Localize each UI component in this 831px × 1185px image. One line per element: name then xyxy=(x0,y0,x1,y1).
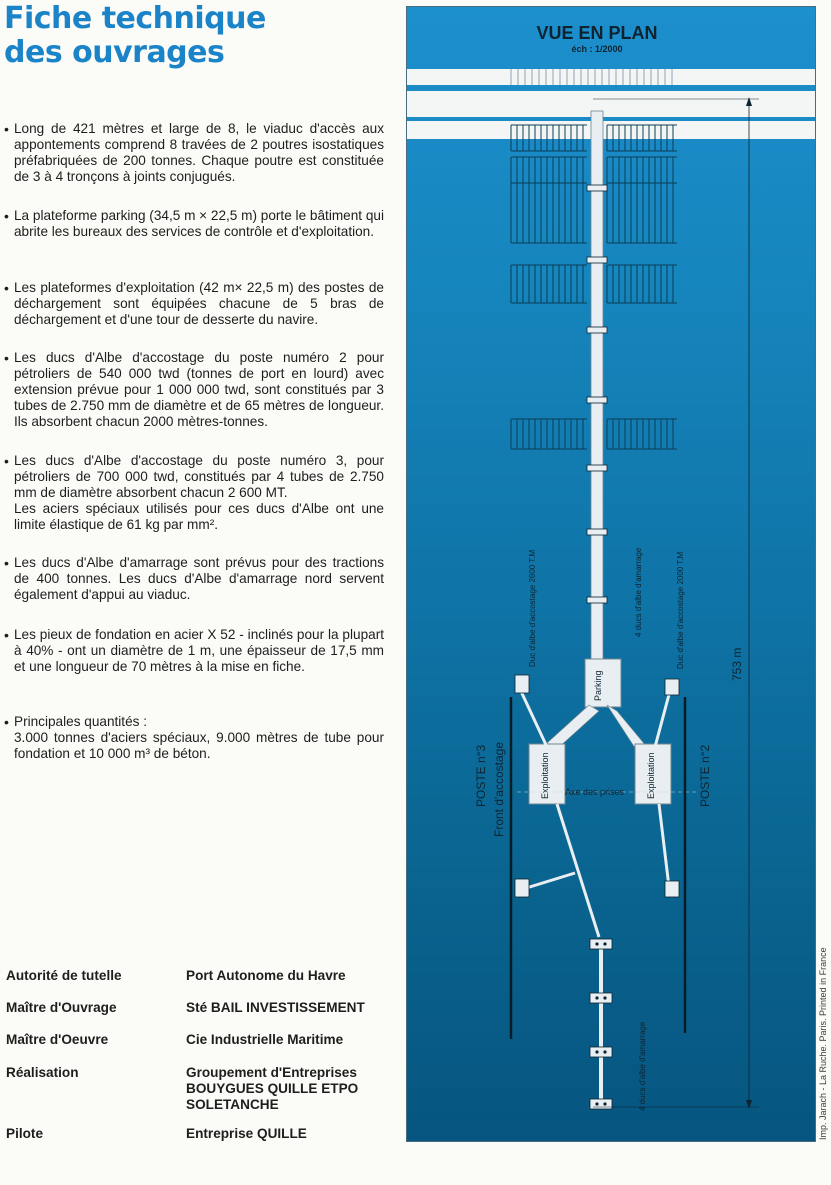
mooring-dolphin xyxy=(590,993,612,1003)
bullet-item-parking xyxy=(4,208,384,240)
bullet-item-ducs-poste3 xyxy=(4,453,384,533)
label-parking: Parking xyxy=(593,670,603,701)
branch-left xyxy=(547,705,599,749)
label-duc-accostage-2600: Duc d'albe d'accostage 2600 T.M xyxy=(528,549,537,667)
bullet-text: Les plateformes d'exploitation (42 m× 22,5 m) des postes de déchargement sont équipées chacune de 5 bras de déchargement et d'une tour de desserte du navire. xyxy=(14,280,384,327)
bollard-icon xyxy=(603,942,606,945)
plan-title: VUE EN PLAN xyxy=(536,23,658,43)
bollard-icon xyxy=(603,996,606,999)
shore-road-band xyxy=(407,69,815,85)
bullet-dot-icon: • xyxy=(4,453,9,469)
label-poste2: POSTE n°2 xyxy=(698,744,712,807)
credit-role: Maître d'Ouvrage xyxy=(6,1000,117,1015)
bullet-text: Les ducs d'Albe d'amarrage sont prévus pour des tractions de 400 tonnes. Les ducs d'Albe d'amarrage nord servent également d'appui au viaduc. xyxy=(14,555,384,602)
dolphin xyxy=(665,679,679,695)
bollard-icon xyxy=(595,996,598,999)
plan-view-diagram xyxy=(406,6,816,1142)
bullet-dot-icon: • xyxy=(4,555,9,571)
plan-drawing xyxy=(407,7,815,1141)
bullet-dot-icon: • xyxy=(4,121,9,137)
mooring-dolphin xyxy=(590,1099,612,1109)
credit-role: Réalisation xyxy=(6,1065,79,1080)
bullet-item-quantites xyxy=(4,714,384,762)
viaduct-pier xyxy=(587,529,607,535)
catwalk xyxy=(523,873,575,889)
viaduct-pier xyxy=(587,465,607,471)
label-poste3: POSTE n°3 xyxy=(474,744,488,807)
bullet-dot-icon: • xyxy=(4,714,9,730)
mooring-dolphin xyxy=(590,1047,612,1057)
bullet-item-ducs-poste2 xyxy=(4,350,384,430)
label-exploitation-left: Exploitation xyxy=(540,752,550,799)
catwalk xyxy=(655,687,671,747)
credit-value: Groupement d'Entreprises BOUYGUES QUILLE ETPO SOLETANCHE xyxy=(186,1065,359,1112)
shore-road-band xyxy=(407,91,815,117)
bullet-dot-icon: • xyxy=(4,627,9,643)
bullet-text: La plateforme parking (34,5 m × 22,5 m) porte le bâtiment qui abrite les bureaux des services de contrôle et d'exploitation. xyxy=(14,208,384,239)
credit-value: Entreprise QUILLE xyxy=(186,1126,307,1141)
arrow-down-icon xyxy=(746,1100,752,1109)
dolphin xyxy=(515,675,529,693)
bullet-item-viaduc xyxy=(4,121,384,185)
bullet-item-ducs-amarrage xyxy=(4,555,384,603)
bullet-dot-icon: • xyxy=(4,280,9,296)
credit-role: Autorité de tutelle xyxy=(6,968,122,983)
viaduct-pier xyxy=(587,257,607,263)
bullet-text: Les ducs d'Albe d'accostage du poste numéro 3, pour pétroliers de 700 000 twd, constitués par 4 tubes de 2.750 mm de diamètre absorbent chacun 2 600 MT. Les aciers spéciaux utilisés pour ces ducs d'Albe ont une limite élastique de 61 kg par mm². xyxy=(14,453,384,532)
viaduct-pier xyxy=(587,597,607,603)
bollard-icon xyxy=(595,1102,598,1105)
credit-role: Maître d'Oeuvre xyxy=(6,1032,109,1047)
bullet-item-pieux xyxy=(4,627,384,675)
title-line-1: Fiche technique xyxy=(4,1,266,36)
bollard-icon xyxy=(595,1050,598,1053)
bullet-item-exploitation xyxy=(4,280,384,328)
catwalk xyxy=(519,687,547,747)
viaduct-pier xyxy=(587,327,607,333)
plan-scale: éch : 1/2000 xyxy=(571,44,623,54)
credit-value: Cie Industrielle Maritime xyxy=(186,1032,344,1047)
bullet-text: Long de 421 mètres et large de 8, le viaduc d'accès aux appontements comprend 8 travées de 2 poutres isostatiques préfabriquées de 200 tonnes. Chaque poutre est constituée de 3 à 4 tronçons à joints conjugués. xyxy=(14,121,384,184)
bullet-text: Les ducs d'Albe d'accostage du poste numéro 2 pour pétroliers de 540 000 twd (tonnes de port en lourd) avec extension prévue pour 1 000 000 twd, sont constitués par 3 tubes de 2.750 mm de diamètre et de 65 mètres de longueur. Ils absorbent chacun 2000 mètres-tonnes. xyxy=(14,350,384,429)
label-axe-prises: Axe des prises xyxy=(565,787,625,797)
label-duc-accostage-2000: Duc d'albe d'accostage 2000 T.M xyxy=(676,551,685,669)
mooring-dolphin xyxy=(590,939,612,949)
bullet-text: Principales quantités : 3.000 tonnes d'aciers spéciaux, 9.000 mètres de tube pour fondation et 10 000 m³ de béton. xyxy=(14,714,384,761)
dolphin xyxy=(665,881,679,897)
credit-role: Pilote xyxy=(6,1126,44,1141)
credit-value: Sté BAIL INVESTISSEMENT xyxy=(186,1000,365,1015)
catwalk xyxy=(659,804,669,887)
dolphin xyxy=(515,879,529,897)
viaduct-pier xyxy=(587,185,607,191)
access-viaduct xyxy=(591,111,603,671)
label-exploitation-right: Exploitation xyxy=(646,752,656,799)
catwalk xyxy=(557,804,599,937)
shore-road-band xyxy=(407,121,815,139)
bollard-icon xyxy=(595,942,598,945)
bollard-icon xyxy=(603,1102,606,1105)
title-line-2: des ouvrages xyxy=(4,35,225,70)
imprint-text: Imp. Jarach - La Ruche. Paris. Printed in France xyxy=(818,947,828,1140)
page-title xyxy=(4,2,266,70)
bollard-icon xyxy=(603,1050,606,1053)
label-ducs-amarrage-bottom: 4 ducs d'albe d'amarrage xyxy=(638,1021,647,1111)
credit-value: Port Autonome du Havre xyxy=(186,968,346,983)
bullet-dot-icon: • xyxy=(4,350,9,366)
bullet-text: Les pieux de fondation en acier X 52 - inclinés pour la plupart à 40% - ont un diamètre de 1 m, une épaisseur de 17,5 mm et une longueur de 70 mètres à la mise en fiche. xyxy=(14,627,384,674)
parking-platform xyxy=(585,659,621,707)
label-front-accostage: Front d'accostage xyxy=(492,741,506,837)
label-ducs-amarrage-left: 4 ducs d'albe d'amarrage xyxy=(634,547,643,637)
bullet-dot-icon: • xyxy=(4,208,9,224)
viaduct-pier xyxy=(587,397,607,403)
label-dimension: 753 m xyxy=(730,647,744,681)
